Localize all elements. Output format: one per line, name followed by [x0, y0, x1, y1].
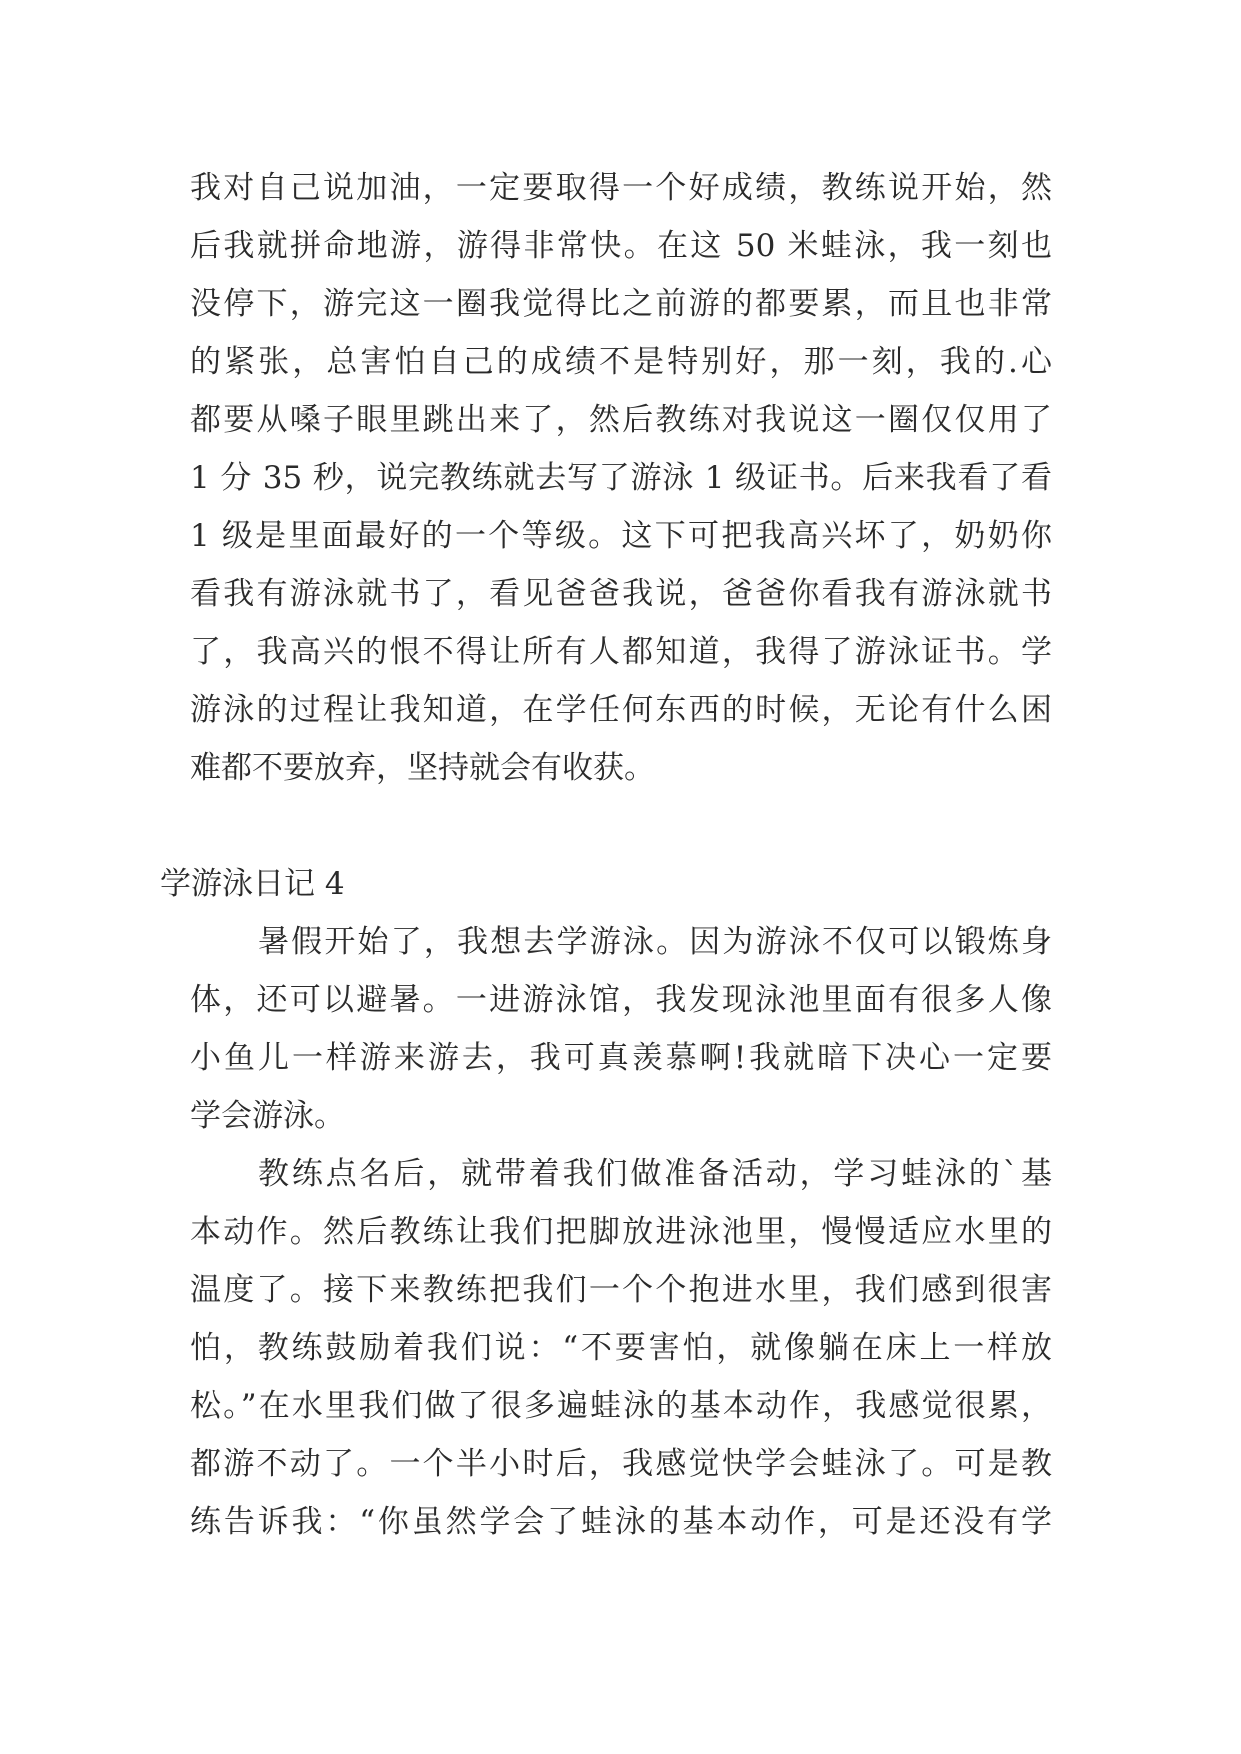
text-line: 后我就拼命地游，游得非常快。在这 50 米蛙泳，我一刻也	[190, 228, 1052, 264]
text-line: 游泳的过程让我知道，在学任何东西的时候，无论有什么困	[190, 692, 1052, 728]
text-line: 1 分 35 秒，说完教练就去写了游泳 1 级证书。后来我看了看	[190, 460, 1052, 496]
text-line: 松。”在水里我们做了很多遍蛙泳的基本动作，我感觉很累，	[190, 1388, 1052, 1424]
section-heading: 学游泳日记 4	[160, 866, 345, 902]
text-line: 练告诉我：“你虽然学会了蛙泳的基本动作，可是还没有学	[190, 1504, 1052, 1540]
text-line: 怕，教练鼓励着我们说：“不要害怕，就像躺在床上一样放	[190, 1330, 1052, 1366]
text-line: 体，还可以避暑。一进游泳馆，我发现泳池里面有很多人像	[190, 982, 1052, 1018]
text-line: 学会游泳。	[190, 1098, 345, 1134]
text-line: 难都不要放弃，坚持就会有收获。	[190, 750, 655, 786]
text-line: 小鱼儿一样游来游去，我可真羡慕啊!我就暗下决心一定要	[190, 1040, 1052, 1076]
text-line: 1 级是里面最好的一个等级。这下可把我高兴坏了，奶奶你	[190, 518, 1052, 554]
text-line: 了，我高兴的恨不得让所有人都知道，我得了游泳证书。学	[190, 634, 1052, 670]
text-line: 的紧张，总害怕自己的成绩不是特别好，那一刻，我的.心	[190, 344, 1052, 380]
text-line: 看我有游泳就书了，看见爸爸我说，爸爸你看我有游泳就书	[190, 576, 1052, 612]
text-line: 本动作。然后教练让我们把脚放进泳池里，慢慢适应水里的	[190, 1214, 1052, 1250]
text-line: 没停下，游完这一圈我觉得比之前游的都要累，而且也非常	[190, 286, 1052, 322]
text-line: 都要从嗓子眼里跳出来了，然后教练对我说这一圈仅仅用了	[190, 402, 1052, 438]
text-line: 暑假开始了，我想去学游泳。因为游泳不仅可以锻炼身	[258, 924, 1052, 960]
text-line: 教练点名后，就带着我们做准备活动，学习蛙泳的`基	[258, 1156, 1052, 1192]
text-line: 都游不动了。一个半小时后，我感觉快学会蛙泳了。可是教	[190, 1446, 1052, 1482]
text-line: 温度了。接下来教练把我们一个个抱进水里，我们感到很害	[190, 1272, 1052, 1308]
text-line: 我对自己说加油，一定要取得一个好成绩，教练说开始，然	[190, 170, 1052, 206]
